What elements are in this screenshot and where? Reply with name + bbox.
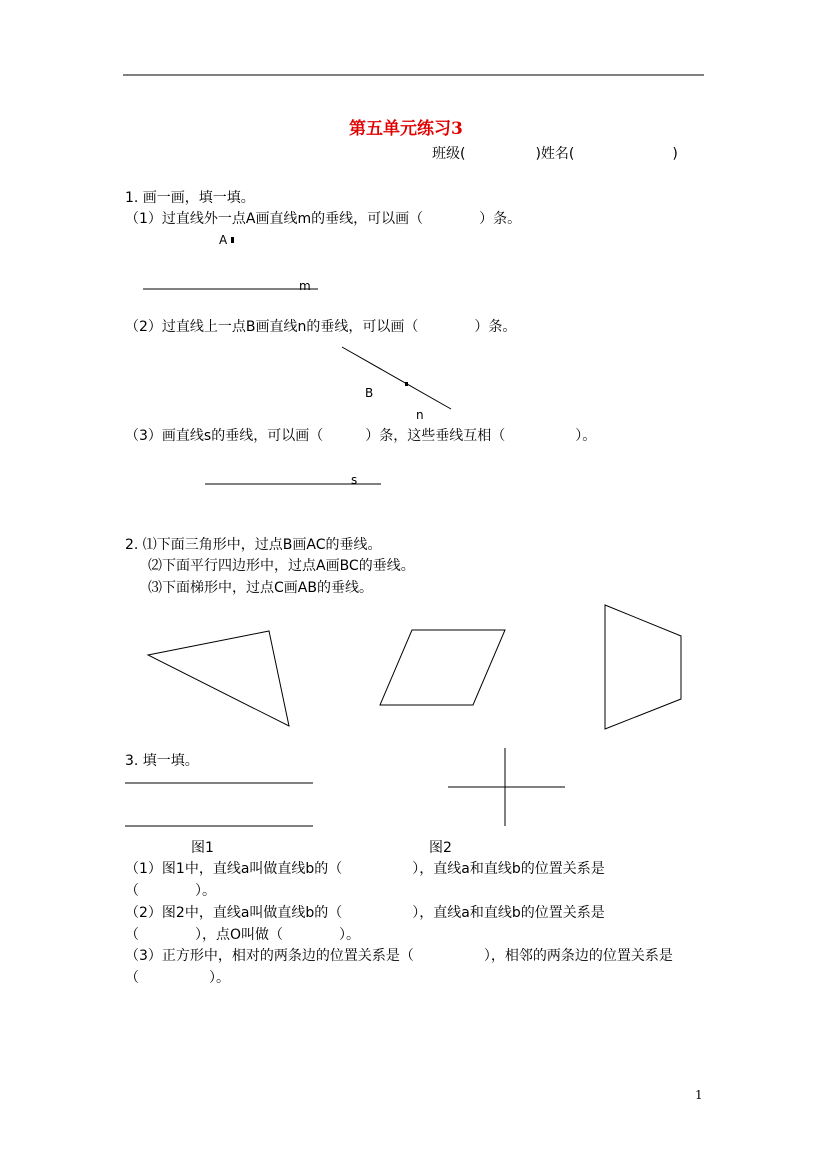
line-n [342, 347, 451, 409]
fig1-caption: 图1 [191, 840, 214, 856]
q2-line2: ⑵下面平行四边形中，过点A画BC的垂线。 [148, 558, 415, 574]
q3-part3-line1: （3）正方形中，相对的两条边的位置关系是（ ），相邻的两条边的位置关系是 [125, 948, 673, 964]
line-s-label: s [351, 473, 358, 487]
line-n-label: n [416, 408, 424, 422]
page-number: 1 [695, 1088, 703, 1102]
q1-heading: 1. 画一画，填一填。 [125, 190, 255, 206]
point-b-label: B [365, 386, 374, 400]
fig2-caption: 图2 [429, 840, 452, 856]
q2-line3: ⑶下面梯形中，过点C画AB的垂线。 [148, 580, 373, 596]
page-title: 第五单元练习3 [349, 119, 463, 139]
q3-part2-line1: （2）图2中，直线a叫做直线b的（ ），直线a和直线b的位置关系是 [125, 905, 605, 921]
q3-part2-line2: （ ），点O叫做（ ）。 [125, 927, 361, 943]
q2-heading: 2. ⑴下面三角形中，过点B画AC的垂线。 [125, 537, 382, 553]
point-a-mark [231, 237, 234, 243]
q1-part2-text: （2）过直线上一点B画直线n的垂线，可以画（ ）条。 [125, 319, 517, 335]
q3-part3-line2: （ ）。 [125, 970, 230, 986]
line-m-label: m [299, 279, 311, 293]
point-b-mark [405, 382, 408, 386]
q3-part1-line2: （ ）。 [125, 883, 216, 899]
q3-part1-line1: （1）图1中，直线a叫做直线b的（ ），直线a和直线b的位置关系是 [125, 861, 605, 877]
point-a-label: A [219, 233, 228, 247]
trapezoid-shape [605, 605, 681, 729]
q1-part3-text: （3）画直线s的垂线，可以画（ ）条，这些垂线互相（ ）。 [125, 428, 597, 444]
parallelogram-shape [380, 630, 505, 705]
q3-heading: 3. 填一填。 [125, 753, 199, 769]
triangle-shape [148, 631, 289, 726]
class-name-fields: 班级( )姓名( ) [432, 146, 678, 162]
q1-part1-text: （1）过直线外一点A画直线m的垂线，可以画（ ）条。 [125, 211, 522, 227]
